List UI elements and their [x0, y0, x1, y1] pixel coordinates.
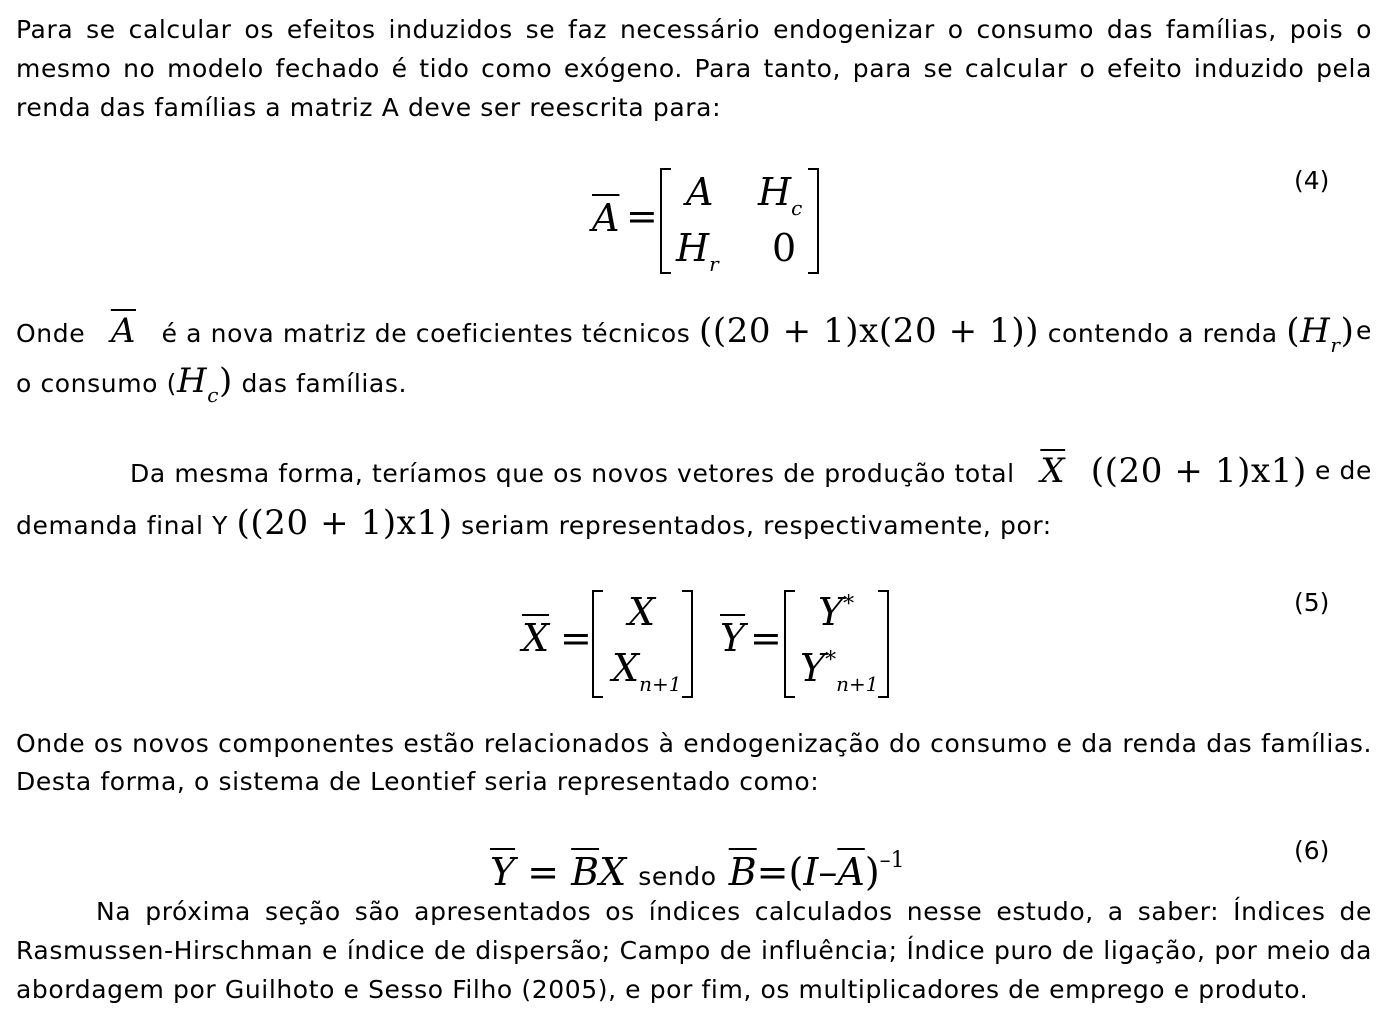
eq4-m12: $H_c$ — [758, 170, 803, 220]
eq5-x-lhs: $\overline{X}$ — [522, 616, 550, 660]
eq5-y2: $Y^*_{n+1}$ — [800, 646, 879, 696]
dimension-21x1-a: ((20 + 1)x1) — [1090, 451, 1307, 491]
eq4-lhs: $\overline{A}$ — [592, 196, 620, 240]
x-bar-symbol: $\overline{X}$ — [1040, 451, 1066, 491]
hc-symbol: H — [176, 361, 208, 401]
eq5-x-left-bracket — [592, 590, 603, 698]
a-bar-symbol: $\overline{A}$ — [110, 311, 136, 351]
eq6-sendo: sendo — [638, 862, 717, 891]
eq4-m11: A — [686, 170, 714, 214]
paragraph-2-line-1: Onde $\overline{A}$ é a nova matriz de coeficientes técnicos ((20 + 1)x(20 + 1)) contendo a renda $(H_r)$ e — [16, 311, 1372, 357]
paragraph-2-line-2: o consumo $(H_c)$ das famílias. — [16, 361, 408, 407]
eq5-x-right-bracket — [682, 590, 693, 698]
eq4-right-bracket — [808, 168, 819, 274]
paragraph-3-line-2: demanda final Y ((20 + 1)x1) seriam representados, respectivamente, por: — [16, 503, 1052, 543]
paragraph-3-line-1: Da mesma forma, teríamos que os novos vetores de produção total $\overline{X}$ ((20 + 1)x1) e de — [130, 451, 1372, 491]
eq5-y-right-bracket — [878, 590, 889, 698]
paragraph-4-line-2: Desta forma, o sistema de Leontief seria representado como: — [16, 767, 820, 796]
eq6-b: $\overline{B}$ — [571, 850, 600, 894]
paragraph-5-line-2: Rasmussen-Hirschman e índice de dispersão; Campo de influência; Índice puro de ligação, por meio da — [16, 936, 1372, 965]
eq5-y-lhs: $\overline{Y}$ — [720, 616, 746, 660]
eq5-equals-y: = — [750, 616, 782, 660]
dimension-21x21: ((20 + 1)x(20 + 1)) — [698, 311, 1040, 351]
hr-symbol: H — [1300, 311, 1331, 351]
eq6-y: $\overline{Y}$ — [490, 850, 516, 894]
equation-6: $\overline{Y} = \overline{B}X$ sendo $\overline{B}=(I-\overline{A})^{-1}$ — [490, 848, 905, 894]
eq4-equals: = — [626, 194, 658, 238]
paragraph-1-line-1: Para se calcular os efeitos induzidos se faz necessário endogenizar o consumo das famílias, pois o — [16, 15, 1372, 44]
eq4-number: (4) — [1294, 166, 1330, 195]
eq5-y-left-bracket — [784, 590, 795, 698]
eq5-x2: $X_{n+1}$ — [612, 646, 682, 696]
dimension-21x1-b: ((20 + 1)x1) — [236, 503, 453, 543]
paragraph-5-line-1: Na próxima seção são apresentados os índices calculados nesse estudo, a saber: Índices de — [96, 897, 1372, 926]
eq6-number: (6) — [1294, 836, 1330, 865]
paragraph-5-line-3: abordagem por Guilhoto e Sesso Filho (2005), e por fim, os multiplicadores de emprego e produto. — [16, 975, 1309, 1004]
eq4-m22: 0 — [772, 226, 797, 270]
paragraph-1-line-3: renda das famílias a matriz A deve ser reescrita para: — [16, 93, 722, 122]
eq4-left-bracket — [660, 168, 671, 274]
paragraph-4-line-1: Onde os novos componentes estão relacionados à endogenização do consumo e da renda das famílias. — [16, 729, 1372, 758]
eq5-y1: Y* — [818, 590, 855, 634]
paragraph-1-line-2: mesmo no modelo fechado é tido como exógeno. Para tanto, para se calcular o efeito induzido pela — [16, 54, 1372, 83]
eq5-x1: X — [628, 590, 656, 634]
eq5-equals-x: = — [560, 616, 592, 660]
eq4-m21: $H_r$ — [676, 226, 719, 276]
eq5-number: (5) — [1294, 588, 1330, 617]
